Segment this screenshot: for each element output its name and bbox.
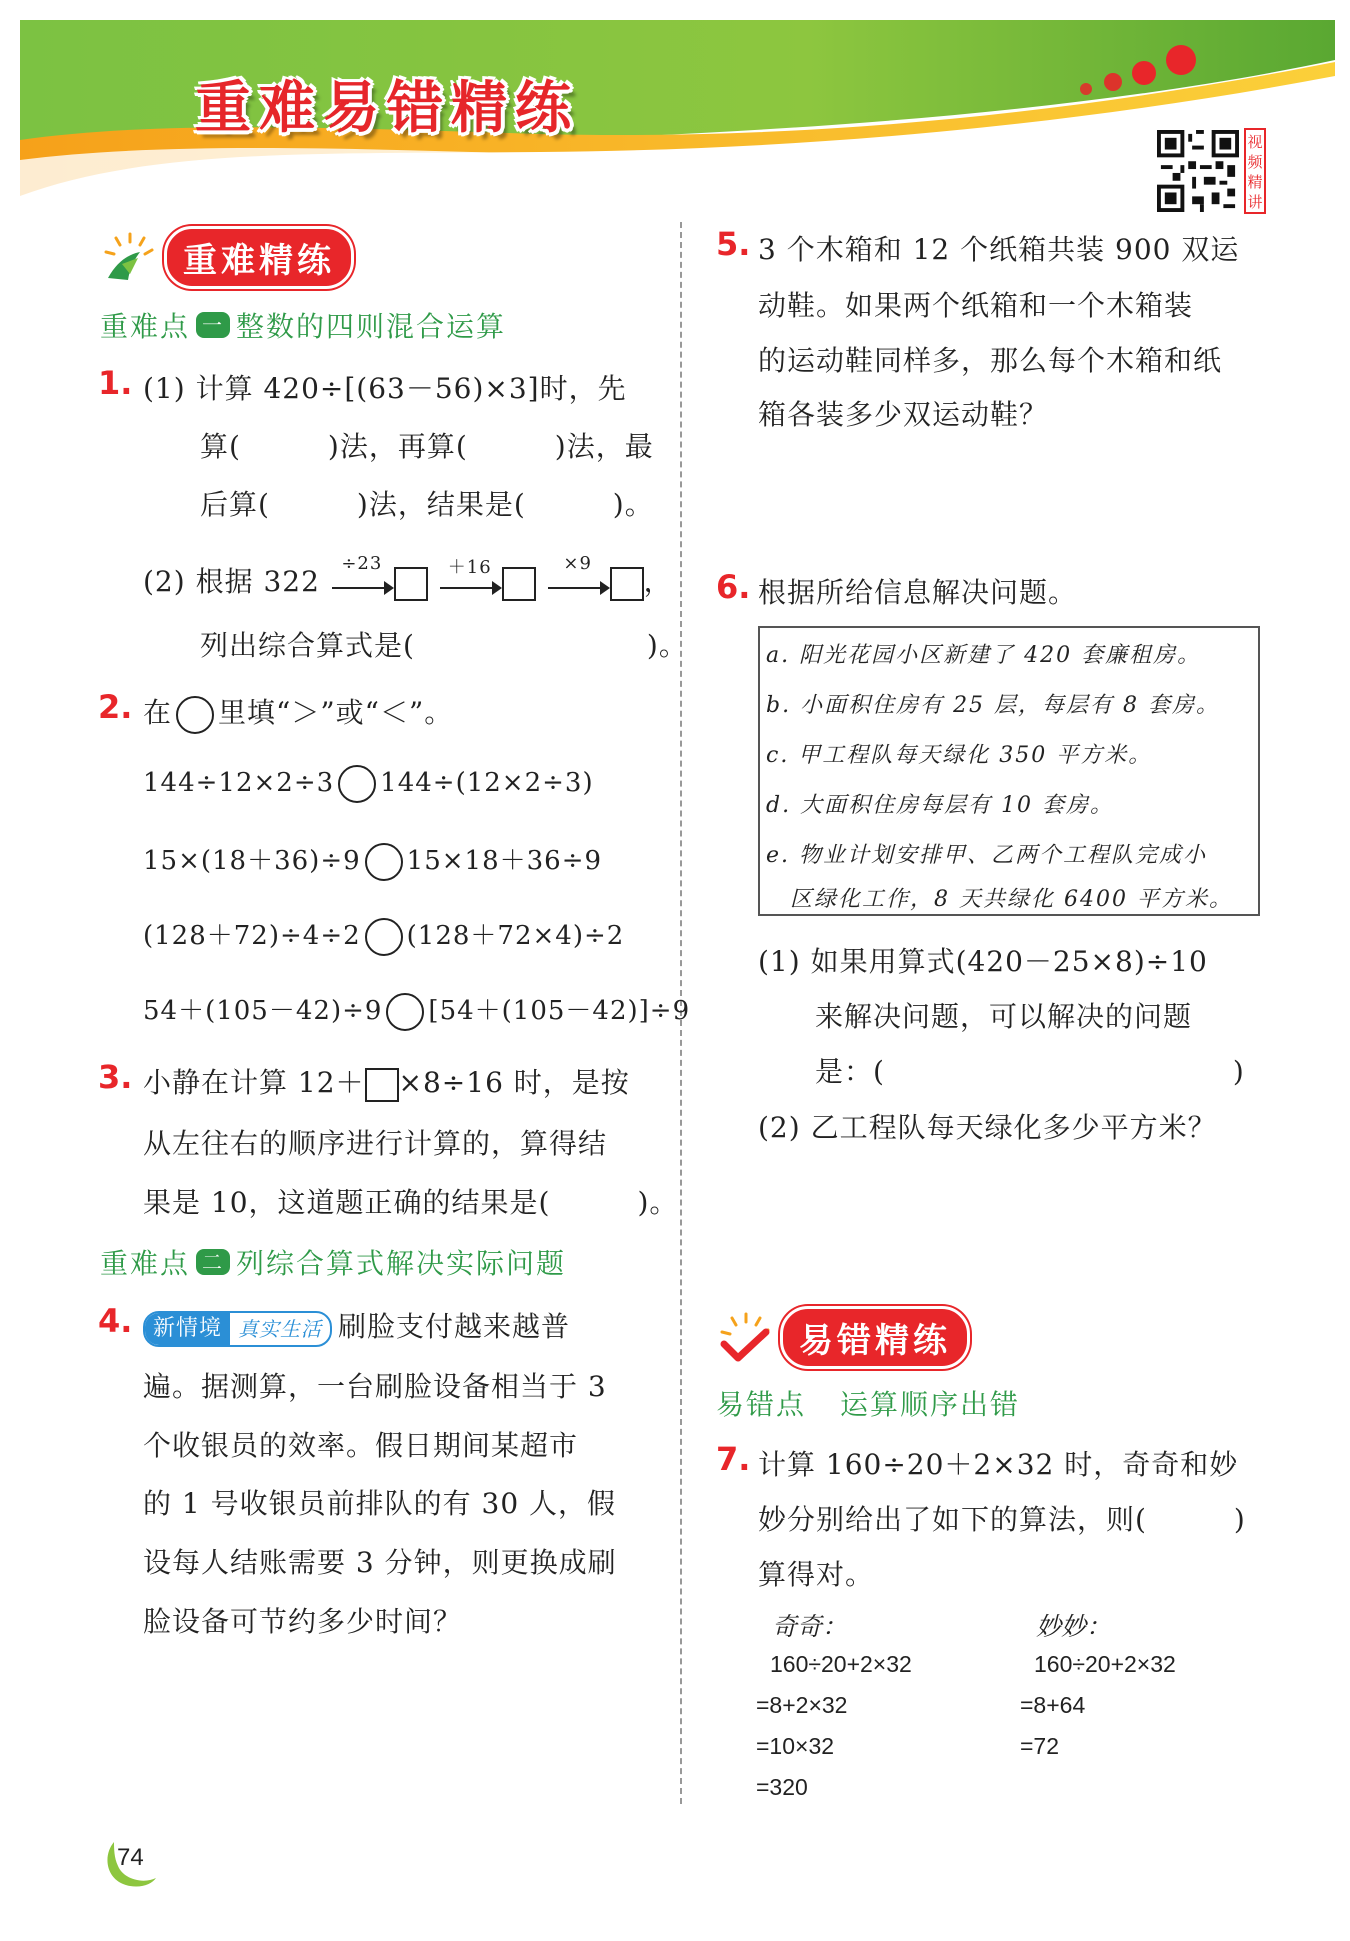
question-number-3: 3. [98, 1058, 133, 1096]
qr-label: 视频精讲 [1244, 128, 1266, 214]
question-number-2: 2. [98, 688, 133, 726]
q3-line1-b: ×8÷16 时，是按 [398, 1066, 630, 1099]
compare-left-1: 144÷12×2÷3 [143, 768, 335, 798]
qiqi-name: 奇奇： [772, 1612, 848, 1641]
q1-part2-line1 [143, 552, 673, 601]
q6-part1-line3: 是：( ) [815, 1055, 1245, 1088]
q4-line2: 遍。据测算，一台刷脸设备相当于 3 [143, 1370, 607, 1403]
compare-circle-4[interactable] [386, 993, 424, 1031]
topic-text: 列综合算式解决实际问题 [236, 1247, 567, 1280]
topic-number: 二 [196, 1249, 230, 1275]
topic-number: 一 [196, 312, 230, 338]
question-number-5: 5. [716, 225, 751, 263]
qiqi-step-4: =320 [756, 1774, 808, 1800]
q1-part1-line3: 后算( )法，结果是( )。 [200, 488, 654, 521]
topic-heading-2 [100, 1242, 566, 1282]
compare-right-4: [54＋(105－42)]÷9 [428, 996, 691, 1026]
info-box [758, 626, 1260, 916]
q2-stem-a: 在 [143, 696, 173, 729]
arrow-op2 [438, 556, 502, 601]
tag-new: 新情境 [145, 1313, 230, 1345]
arrow-op1-label: ÷23 [341, 552, 383, 574]
compare-circle-1[interactable] [338, 765, 376, 803]
q4-line3: 个收银员的效率。假日期间某超市 [143, 1429, 579, 1462]
info-e1: e. 物业计划安排甲、乙两个工程队完成小 [766, 843, 1208, 868]
question-number-4: 4. [98, 1302, 133, 1340]
miaomiao-step-1: 160÷20+2×32 [1034, 1651, 1176, 1677]
q6-part1-line2: 来解决问题，可以解决的问题 [815, 1000, 1193, 1033]
q4-line1 [143, 1305, 570, 1347]
q3-line3: 果是 10，这道题正确的结果是( )。 [143, 1186, 679, 1219]
q5-line1: 3 个木箱和 12 个纸箱共装 900 双运 [758, 233, 1240, 266]
qiqi-step-2: =8+2×32 [756, 1692, 848, 1718]
q5-line4: 箱各装多少双运动鞋？ [758, 398, 1049, 431]
arrow-op3 [546, 552, 610, 601]
q2-stem-b: 里填“＞”或“＜”。 [218, 696, 454, 729]
section-badge-hard [100, 226, 354, 289]
q3-line1 [143, 1061, 630, 1102]
question-number-6: 6. [716, 568, 751, 606]
compare-row-4 [143, 990, 690, 1031]
compare-right-2: 15×18＋36÷9 [406, 846, 603, 876]
section-badge-error [716, 1306, 970, 1369]
miaomiao-step-3: =72 [1020, 1733, 1060, 1759]
q3-blank-box[interactable] [365, 1068, 399, 1102]
arrow-op2-label: ＋16 [447, 556, 492, 578]
section-title-hard: 重难精练 [164, 226, 354, 289]
miaomiao-name: 妙妙： [1036, 1612, 1112, 1641]
q1-part2-prefix: (2) 根据 322 [143, 565, 320, 598]
sparkle-icon [100, 230, 158, 286]
q1-part1-line1: (1) 计算 420÷[(63－56)×3]时，先 [143, 372, 627, 405]
q1-part1-line2: 算( )法，再算( )法，最 [200, 430, 654, 463]
arrow-op3-label: ×9 [563, 552, 592, 574]
topic-text: 整数的四则混合运算 [236, 310, 507, 343]
answer-box-1[interactable] [394, 567, 428, 601]
arrow-op1 [330, 552, 394, 601]
q7-line3: 算得对。 [758, 1558, 875, 1591]
compare-row-2 [143, 840, 602, 881]
q6-stem: 根据所给信息解决问题。 [758, 576, 1078, 609]
q5-line2: 动鞋。如果两个纸箱和一个木箱装 [758, 289, 1194, 322]
qiqi-step-3: =10×32 [756, 1733, 835, 1759]
answer-box-3[interactable] [610, 567, 644, 601]
section-title-error: 易错精练 [780, 1306, 970, 1369]
question-number-1: 1. [98, 364, 133, 402]
compare-row-3 [143, 915, 624, 956]
compare-left-3: (128＋72)÷4÷2 [143, 921, 361, 951]
compare-right-1: 144÷(12×2÷3) [380, 768, 594, 798]
qr-code-icon[interactable] [1157, 130, 1239, 212]
q6-part1-line1: (1) 如果用算式(420－25×8)÷10 [758, 945, 1208, 978]
tag-real-life: 真实生活 [238, 1316, 323, 1341]
check-sparkle-icon [716, 1310, 774, 1366]
page-number [100, 1836, 160, 1892]
compare-circle-3[interactable] [365, 918, 403, 956]
q4-line4: 的 1 号收银员前排队的有 30 人，假 [143, 1487, 617, 1520]
q3-line1-a: 小静在计算 12＋ [143, 1066, 365, 1099]
info-e2: 区绿化工作，8 天共绿化 6400 平方米。 [766, 887, 1233, 912]
new-context-tag [143, 1311, 332, 1347]
q6-part2: (2) 乙工程队每天绿化多少平方米？ [758, 1111, 1217, 1144]
circle-example [176, 696, 214, 734]
q1-part2-line2: 列出综合算式是( )。 [200, 629, 688, 662]
header-title: 重难易错精练 [195, 76, 579, 141]
topic-heading-1 [100, 305, 506, 345]
topic-heading-3 [716, 1383, 1020, 1423]
info-a: a. 阳光花园小区新建了 420 套廉租房。 [766, 643, 1202, 668]
page-number-text: 74 [117, 1844, 144, 1871]
info-b: b. 小面积住房有 25 层，每层有 8 套房。 [766, 693, 1221, 718]
q5-line3: 的运动鞋同样多，那么每个木箱和纸 [758, 344, 1223, 377]
compare-left-4: 54＋(105－42)÷9 [143, 996, 383, 1026]
compare-left-2: 15×(18＋36)÷9 [143, 846, 361, 876]
q4-line6: 脸设备可节约多少时间？ [143, 1605, 463, 1638]
q4-line1-text: 刷脸支付越来越普 [338, 1310, 571, 1343]
compare-row-1 [143, 765, 594, 803]
q2-stem [143, 691, 453, 734]
topic-prefix: 易错点 [716, 1388, 807, 1421]
topic-prefix: 重难点 [100, 310, 191, 343]
question-number-7: 7. [716, 1440, 751, 1478]
compare-right-3: (128＋72×4)÷2 [406, 921, 625, 951]
qiqi-step-1: 160÷20+2×32 [770, 1651, 912, 1677]
compare-circle-2[interactable] [365, 843, 403, 881]
topic-text: 运算顺序出错 [840, 1388, 1021, 1421]
q1-part2-suffix: ， [643, 565, 673, 598]
answer-box-2[interactable] [502, 567, 536, 601]
miaomiao-step-2: =8+64 [1020, 1692, 1086, 1718]
q7-line2: 妙分别给出了如下的算法，则( ) [758, 1503, 1246, 1536]
q7-line1: 计算 160÷20＋2×32 时，奇奇和妙 [758, 1448, 1239, 1481]
info-c: c. 甲工程队每天绿化 350 平方米。 [766, 743, 1153, 768]
info-d: d. 大面积住房每层有 10 套房。 [766, 793, 1115, 818]
q3-line2: 从左往右的顺序进行计算的，算得结 [143, 1127, 608, 1160]
q4-line5: 设每人结账需要 3 分钟，则更换成刷 [143, 1546, 617, 1579]
topic-prefix: 重难点 [100, 1247, 191, 1280]
